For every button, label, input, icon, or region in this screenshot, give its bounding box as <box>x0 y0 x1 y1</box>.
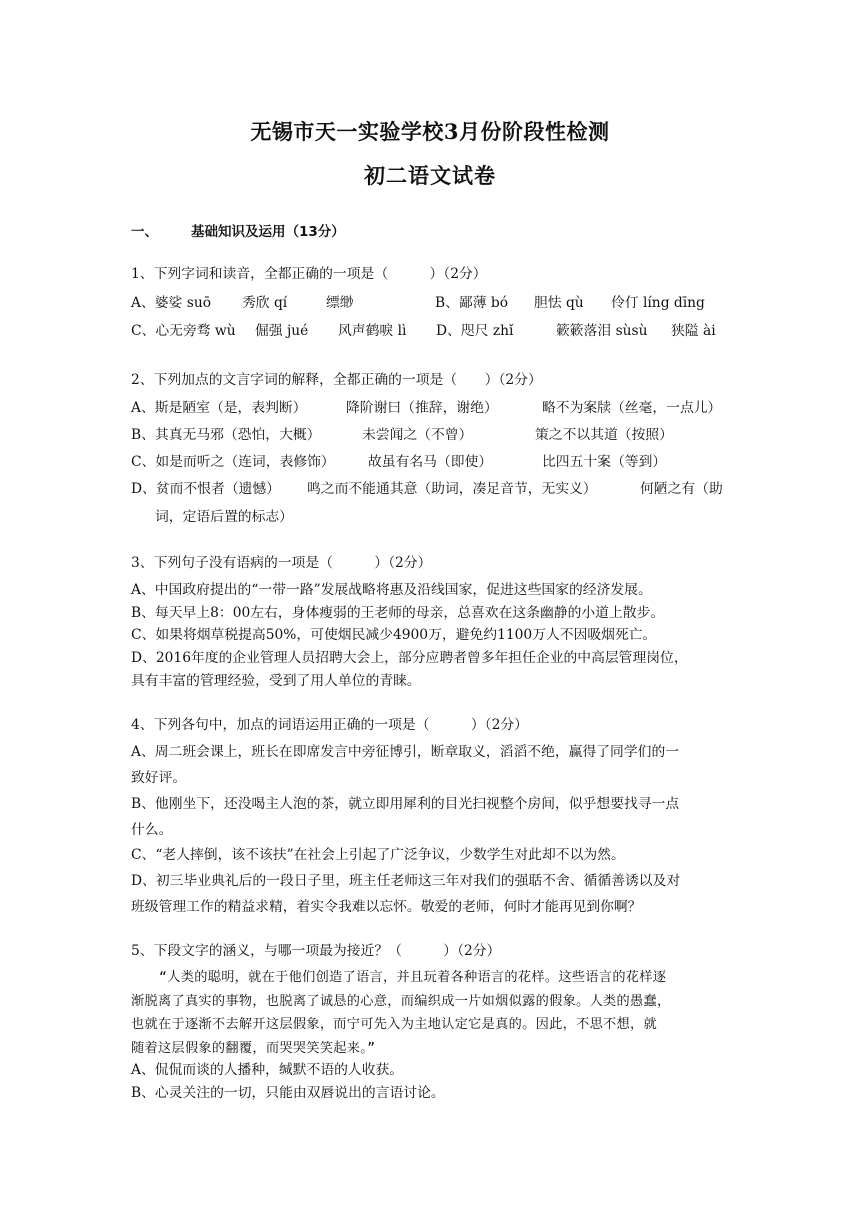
q5-option-b: B、心灵关注的一切，只能由双唇说出的言语讨论。 <box>131 1085 445 1101</box>
q2-item: 何陋之有（助 <box>640 481 723 497</box>
q1-option-b: B、鄙薄 bó <box>435 295 509 311</box>
q2-row-d-cont: 词，定语后置的标志） <box>155 509 293 525</box>
q4-option-a-cont: 致好评。 <box>131 770 187 786</box>
q4-option-d: D、初三毕业典礼后的一段日子里，班主任老师这三年对我们的强聒不舍、循循善诱以及对 <box>131 873 681 889</box>
page-title: 无锡市天一实验学校3月份阶段性检测 <box>250 119 610 144</box>
q2-option-d: D、贫而不恨者（遗憾） <box>131 481 281 497</box>
section-number: 一、 <box>131 224 158 240</box>
q1-option-a: A、婆娑 suō <box>131 295 212 311</box>
q1-word: 风声鹤唳 lì <box>338 323 407 339</box>
q1-word: 胆怯 qù <box>534 295 584 311</box>
q5-passage <box>131 966 731 1060</box>
page-subtitle: 初二语文试卷 <box>364 163 496 188</box>
q2-item: 略不为案牍（丝毫，一点儿） <box>542 400 722 416</box>
q5-stem: 5、下段文字的涵义，与哪一项最为接近？（ ）（2分） <box>131 943 501 959</box>
q1-stem: 1、下列字词和读音，全都正确的一项是（ ）（2分） <box>131 266 487 282</box>
q3-option-b: B、每天早上8：00左右，身体瘦弱的王老师的母亲，总喜欢在这条幽静的小道上散步。 <box>131 605 665 621</box>
q4-option-b: B、他刚坐下，还没喝主人泡的茶，就立即用犀利的目光扫视整个房间，似乎想要找寻一点 <box>131 796 680 812</box>
q2-item: 降阶谢曰（推辞，谢绝） <box>346 400 498 416</box>
q1-word: 秀欣 qí <box>242 295 288 311</box>
q2-item: 鸣之而不能通其意（助词，凑足音节，无实义） <box>307 481 597 497</box>
q3-option-d: D、2016年度的企业管理人员招聘大会上，部分应聘者曾多年担任企业的中高层管理岗位， <box>131 650 688 666</box>
q2-stem: 2、下列加点的文言字词的解释，全都正确的一项是（ ）（2分） <box>131 372 542 388</box>
q5-option-a: A、侃侃而谈的人播种，缄默不语的人收获。 <box>131 1062 404 1078</box>
q1-word: 倔强 jué <box>255 323 309 339</box>
q3-option-c: C、如果将烟草税提高50%，可使烟民减少4900万，避免约1100万人不因吸烟死亡。 <box>131 627 657 643</box>
q1-word: 狭隘 ài <box>671 323 716 339</box>
q1-word: 缥缈 <box>326 295 354 311</box>
passage-line: 随着这层假象的翻覆，而哭哭笑笑起来。” <box>131 1040 376 1056</box>
q3-option-a: A、中国政府提出的“一带一路”发展战略将惠及沿线国家，促进这些国家的经济发展。 <box>131 582 652 598</box>
q4-option-a: A、周二班会课上，班长在即席发言中旁征博引，断章取义，滔滔不绝，赢得了同学们的一 <box>131 744 680 760</box>
q3-option-d-cont: 具有丰富的管理经验，受到了用人单位的青睐。 <box>131 673 421 689</box>
q4-option-d-cont: 班级管理工作的精益求精，着实令我难以忘怀。敬爱的老师，何时才能再见到你啊？ <box>131 899 642 915</box>
q2-option-a: A、斯是陋室（是，表判断） <box>131 400 307 416</box>
section-heading <box>131 220 345 240</box>
q2-option-b: B、其真无马邪（恐怕，大概） <box>131 427 321 443</box>
q1-word: 伶仃 líng dīng <box>611 295 705 311</box>
q4-option-b-cont: 什么。 <box>131 822 173 838</box>
passage-line: 渐脱离了真实的事物，也脱离了诚恳的心意，而编织成一片如烟似露的假象。人类的愚蠢， <box>131 993 671 1009</box>
q2-item: 未尝闻之（不曾） <box>362 427 473 443</box>
q2-item: 策之不以其道（按照） <box>535 427 673 443</box>
q4-option-c: C、“老人摔倒，该不该扶”在社会上引起了广泛争议，少数学生对此却不以为然。 <box>131 847 625 863</box>
q2-item: 比四五十案（等到） <box>542 454 667 470</box>
passage-line: 也就在于逐渐不去解开这层假象，而宁可先入为主地认定它是真的。因此，不思不想，就 <box>131 1017 658 1032</box>
q3-stem: 3、下列句子没有语病的一项是（ ）（2分） <box>131 555 432 571</box>
q1-word: 簌簌落泪 sùsù <box>556 323 648 339</box>
passage-line: “人类的聪明，就在于他们创造了语言，并且玩着各种语言的花样。这些语言的花样逐 <box>159 970 667 985</box>
q1-option-d: D、咫尺 zhǐ <box>436 323 514 339</box>
q4-stem: 4、下列各句中，加点的词语运用正确的一项是（ ）（2分） <box>131 717 528 733</box>
q1-option-c: C、心无旁骛 wù <box>131 323 236 339</box>
q2-item: 故虽有名马（即使） <box>368 454 493 470</box>
section-label: 基础知识及运用（13分） <box>191 224 345 240</box>
q2-option-c: C、如是而听之（连词，表修饰） <box>131 454 335 470</box>
